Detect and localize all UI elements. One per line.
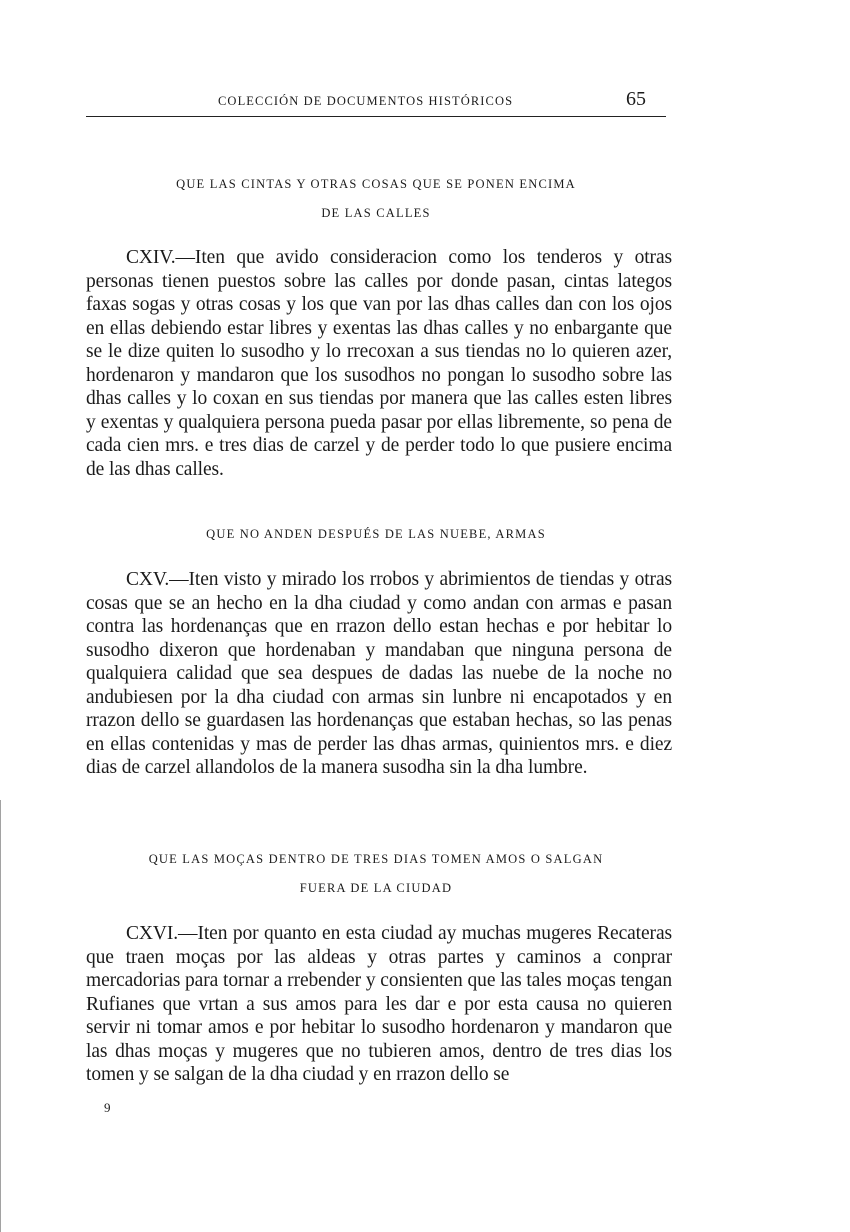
running-title: COLECCIÓN DE DOCUMENTOS HISTÓRICOS [218,94,514,108]
section-title-line: DE LAS CALLES [321,206,431,220]
section-title-line: QUE LAS CINTAS Y OTRAS COSAS QUE SE PONEN ENCIMA [176,177,576,191]
page-edge-shadow [0,800,3,1232]
section-title-line: QUE NO ANDEN DESPUÉS DE LAS NUEBE, ARMAS [206,527,546,541]
paragraph-cxvi: CXVI.—Iten por quanto en esta ciudad ay muchas mugeres Recateras que traen moças por las aldeas y otras partes y caminos a conprar mercadorias para tornar a rrebender y consienten que las tales moças tengan Rufianes que vrtan a sus amos para les dar e por esta causa no quieren servir ni tomar amos e por hebitar lo susodho hordenaron y mandaron que las dhas moças y mugeres que no tubieren amos, dentro de tres dias los tomen y se salgan de la dha ciudad y en rrazon dello se [86,923,672,1085]
page-number: 65 [626,88,646,110]
section-title-cxv [86,520,666,549]
section-title-line: FUERA DE LA CIUDAD [299,881,453,895]
section-title-cxvi [86,845,666,903]
paragraph-cxv: CXV.—Iten visto y mirado los rrobos y abrimientos de tiendas y otras cosas que se an hecho en la dha ciudad y como andan con armas e pasan contra las hordenanças que en rrazon dello estan hechas e por hebitar lo susodho dixeron que hordenaban y mandaban que ninguna persona de qualquiera calidad que sea despues de dadas las nuebe de la noche no andubiesen por la dha ciudad con armas sin lunbre ni encapotados y en rrazon dello se guardasen las hordenanças que estaban hechas, so las penas en ellas contenidas y mas de perder las dhas armas, quinientos mrs. e diez dias de carzel allandolos de la manera susodha sin la dha lumbre. [86,569,672,778]
signature-mark: 9 [104,1100,111,1115]
running-header [86,86,666,117]
paragraph-cxiv: CXIV.—Iten que avido consideracion como los tenderos y otras personas tienen puestos sobre las calles por donde pasan, cintas lategos faxas sogas y otras cosas y los que van por las dhas calles dan con los ojos en ellas debiendo estar libres y exentas las dhas calles y no enbargante que se le dize quiten lo susodho y lo rrecoxan a sus tiendas no lo quieren azer, hordenaron y mandaron que los susodhos no pongan lo susodho sobre las dhas calles y lo coxan en sus tiendas por manera que las calles esten libres y exentas y qualquiera persona pueda pasar por ellas libremente, so pena de cada cien mrs. e tres dias de carzel y de perder todo lo que pusiere encima de las dhas calles. [86,247,672,480]
section-title-cxiv [86,170,666,228]
section-title-line: QUE LAS MOÇAS DENTRO DE TRES DIAS TOMEN AMOS O SALGAN [148,852,604,866]
